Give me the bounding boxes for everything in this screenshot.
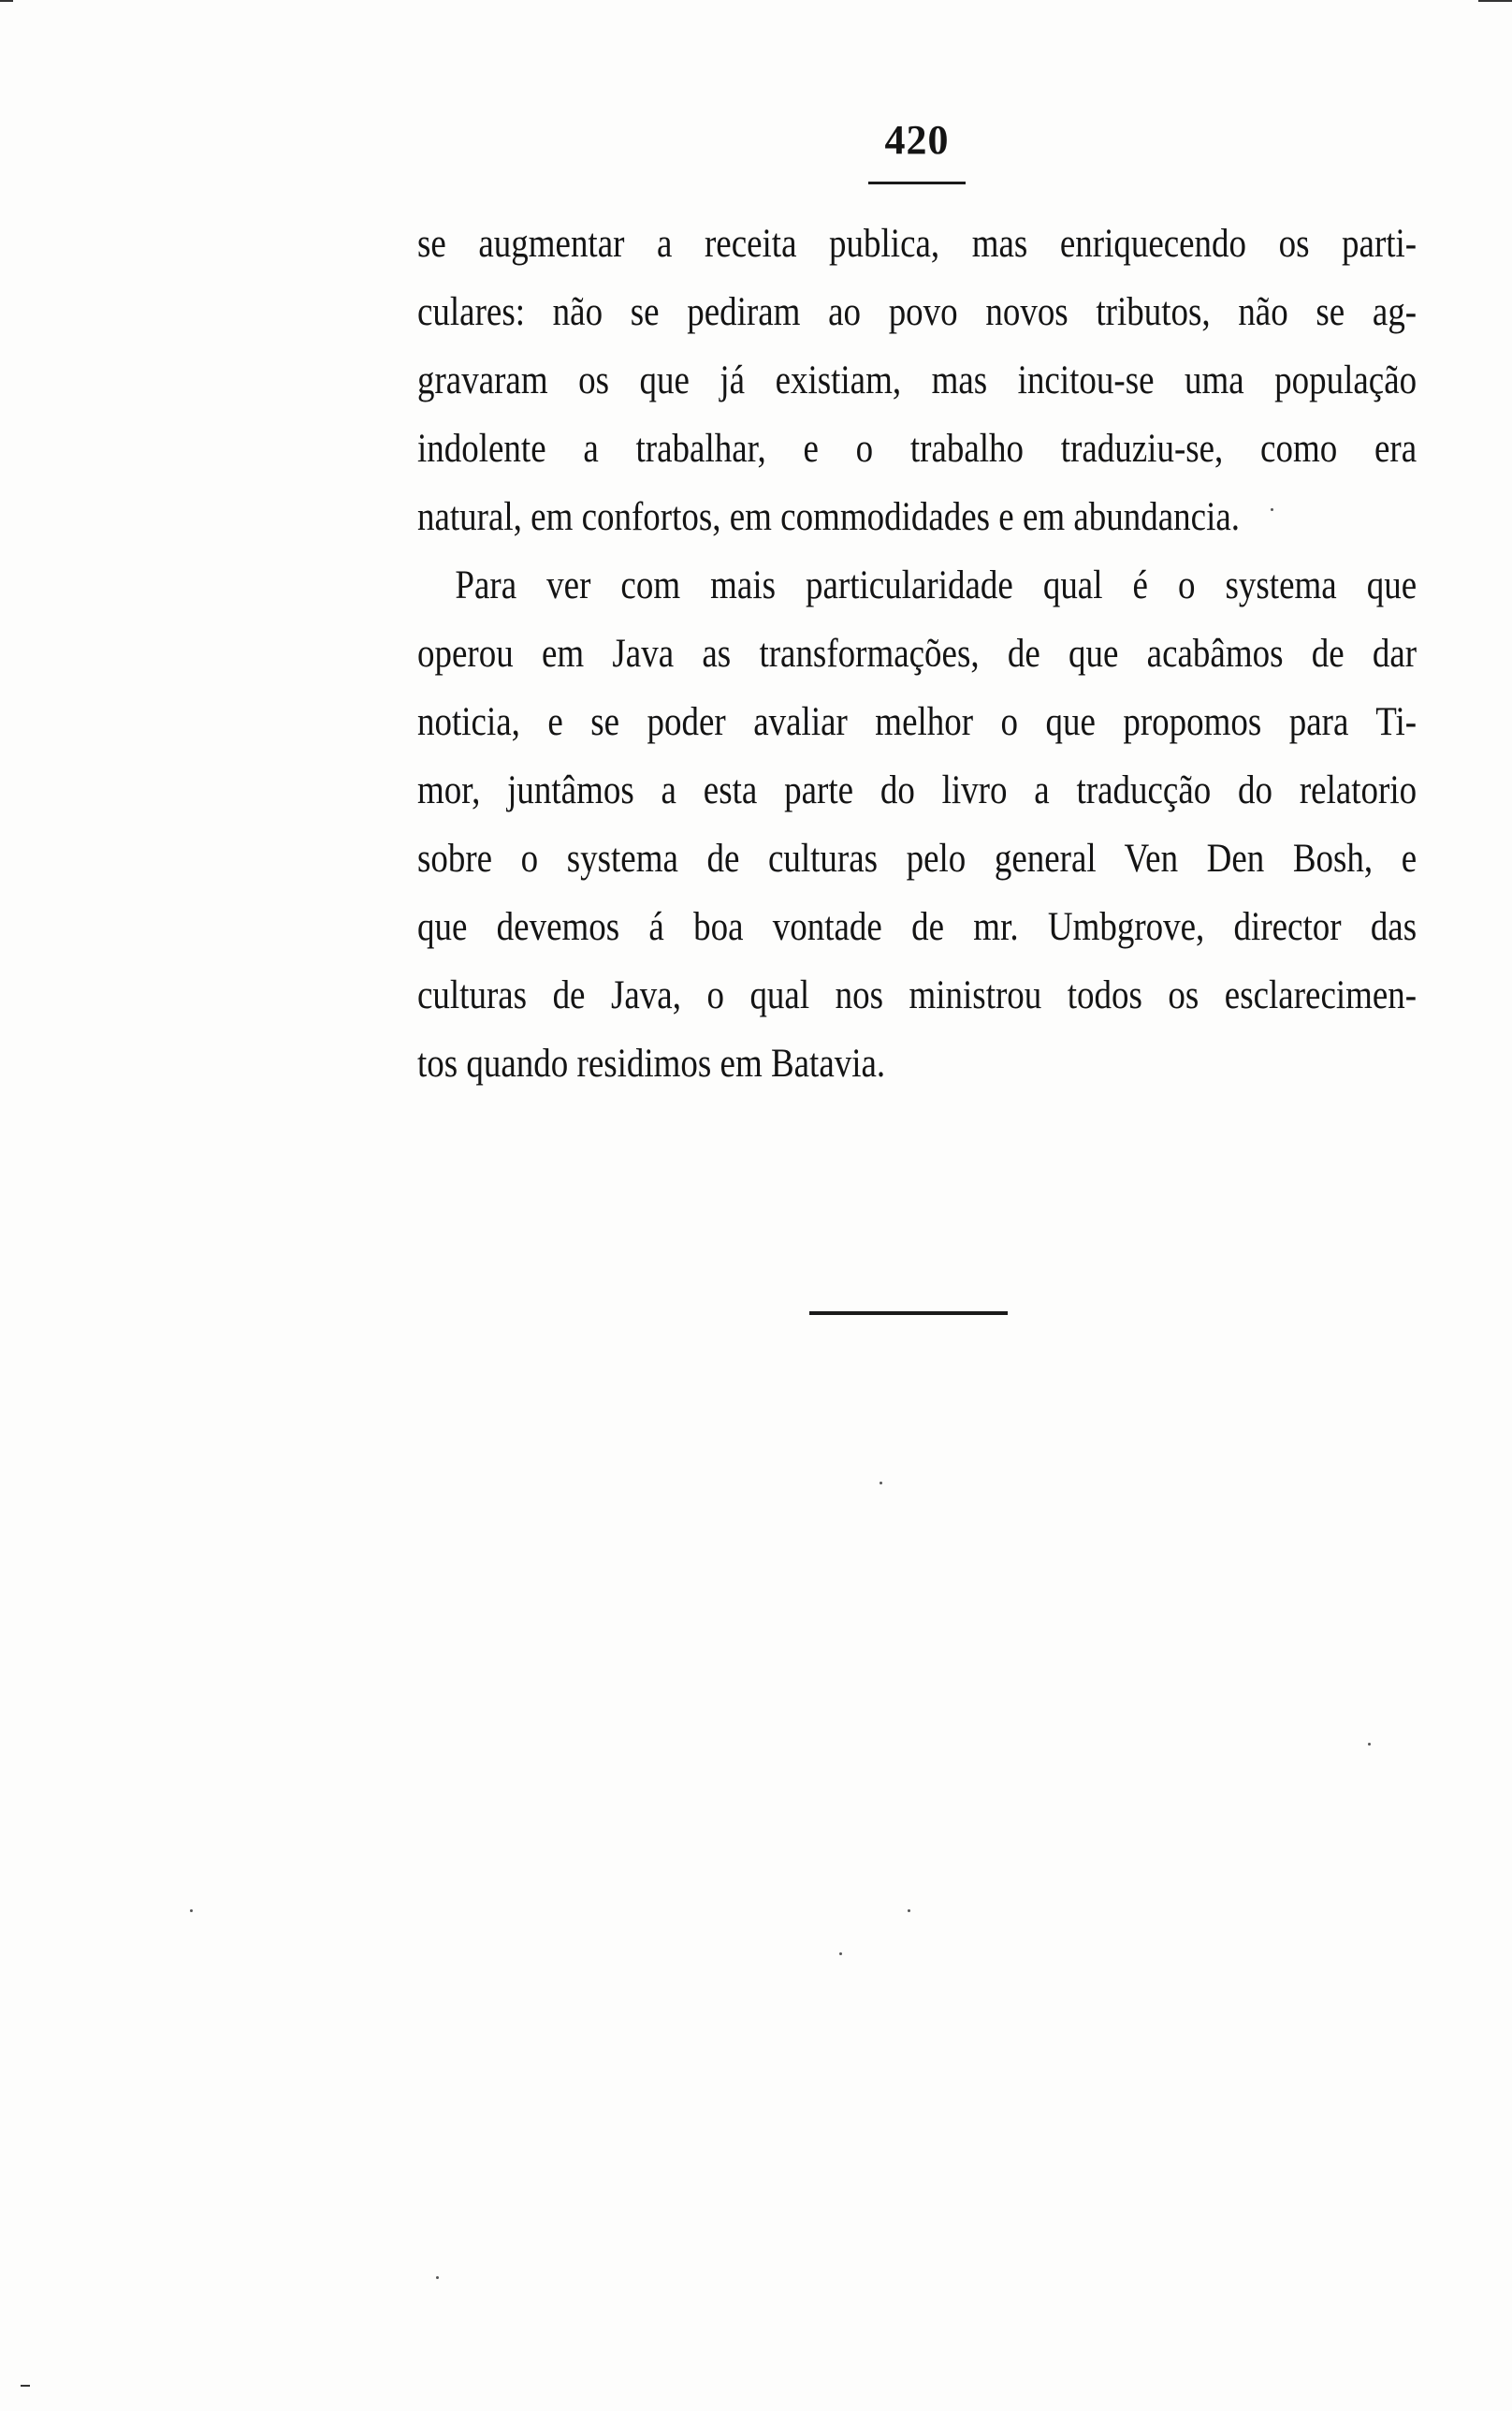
paragraph-1 (417, 210, 1417, 551)
text-line: Para ver com mais particularidade qual é o systema que (455, 563, 1418, 607)
section-end-rule (809, 1311, 1008, 1315)
scan-edge-mark (21, 2385, 30, 2387)
text-line: culares: não se pediram ao povo novos tributos, não se ag- (417, 290, 1418, 334)
text-line: culturas de Java, o qual nos ministrou todos os esclarecimen- (417, 973, 1418, 1017)
scan-edge-mark (0, 0, 13, 2)
page-number: 420 (884, 117, 950, 163)
text-line: natural, em confortos, em commodidades e em abundancia. (417, 495, 1241, 539)
text-line: se augmentar a receita publica, mas enriquecendo os parti- (417, 222, 1418, 266)
body-text (417, 210, 1417, 1098)
scan-edge-mark (1478, 0, 1512, 2)
scan-speck (880, 1482, 882, 1484)
text-line: mor, juntâmos a esta parte do livro a traducção do relatorio (417, 768, 1418, 812)
text-line: tos quando residimos em Batavia. (417, 1042, 886, 1086)
scan-speck (1368, 1743, 1371, 1746)
text-line: indolente a trabalhar, e o trabalho traduziu-se, como era (417, 427, 1418, 471)
paragraph-2 (417, 551, 1417, 1098)
text-line: que devemos á boa vontade de mr. Umbgrove, director das (417, 905, 1418, 949)
scan-speck (839, 1952, 842, 1955)
text-line: gravaram os que já existiam, mas incitou-se uma população (417, 358, 1418, 402)
scan-speck (908, 1909, 910, 1912)
page-number-underline (868, 182, 966, 184)
scan-speck (190, 1909, 193, 1912)
scan-speck (1271, 508, 1273, 511)
text-line: sobre o systema de culturas pelo general Ven Den Bosh, e (417, 837, 1418, 881)
text-line: noticia, e se poder avaliar melhor o que propomos para Ti- (417, 700, 1418, 744)
scan-speck (436, 2276, 439, 2279)
text-line: operou em Java as transformações, de que acabâmos de dar (417, 632, 1418, 676)
